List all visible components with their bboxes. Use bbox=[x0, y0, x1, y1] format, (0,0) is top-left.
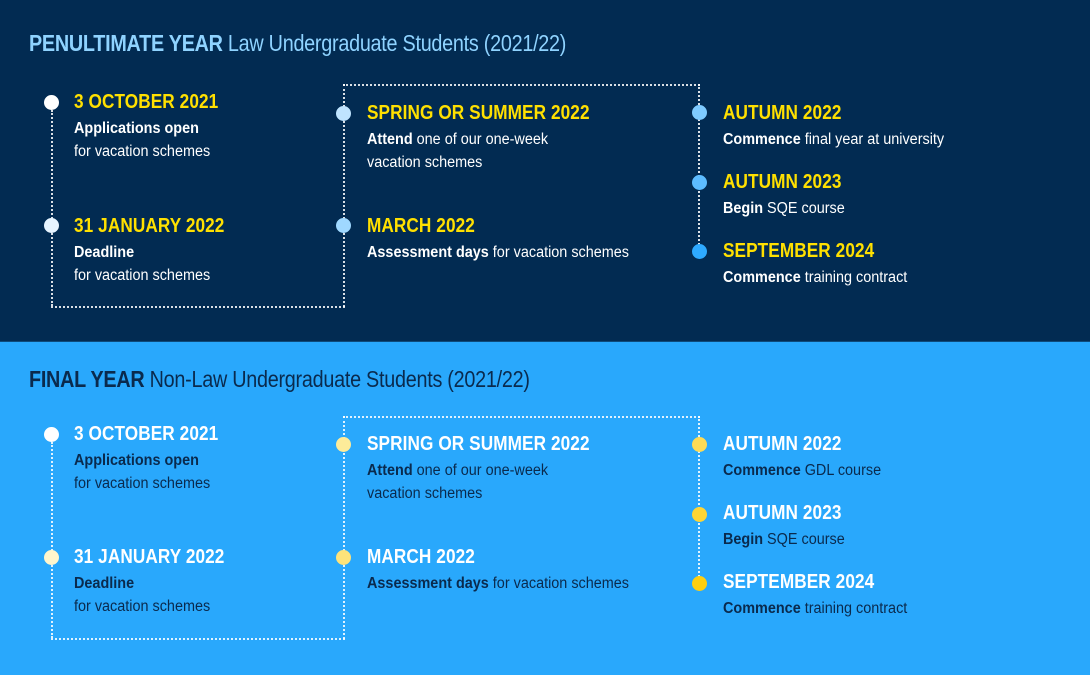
timeline-dot bbox=[336, 550, 351, 565]
event-description: Applications open for vacation schemes bbox=[74, 120, 211, 160]
event-description: Begin SQE course bbox=[723, 531, 845, 548]
timeline-event bbox=[367, 215, 649, 264]
timeline-event bbox=[367, 433, 626, 505]
event-description: Commence final year at university bbox=[723, 131, 945, 148]
timeline-dot bbox=[692, 175, 707, 190]
event-description: Commence GDL course bbox=[723, 462, 882, 479]
connector-line bbox=[51, 110, 53, 306]
timeline-event bbox=[723, 502, 861, 551]
connector-line bbox=[51, 442, 53, 638]
title-rest: Law Undergraduate Students (2021/22) bbox=[222, 30, 567, 56]
event-date: 3 OCTOBER 2021 bbox=[74, 91, 219, 113]
title-bold: FINAL YEAR bbox=[29, 366, 145, 392]
event-description: Deadline for vacation schemes bbox=[74, 575, 211, 615]
timeline-event bbox=[367, 102, 626, 174]
timeline-dot bbox=[44, 218, 59, 233]
event-date: SPRING OR SUMMER 2022 bbox=[367, 102, 590, 124]
timeline-event bbox=[723, 102, 961, 151]
event-description: Attend one of our one-week vacation schemes bbox=[367, 462, 549, 502]
event-description: Deadline for vacation schemes bbox=[74, 244, 211, 284]
event-date: 3 OCTOBER 2021 bbox=[74, 423, 219, 445]
timeline-event bbox=[723, 171, 861, 220]
event-description: Attend one of our one-week vacation schemes bbox=[367, 131, 549, 171]
timeline-dot bbox=[44, 550, 59, 565]
event-description: Applications open for vacation schemes bbox=[74, 452, 211, 492]
event-date: MARCH 2022 bbox=[367, 215, 475, 237]
section-title bbox=[29, 366, 530, 393]
timeline-dot bbox=[44, 95, 59, 110]
timeline-dot bbox=[336, 218, 351, 233]
title-rest: Non-Law Undergraduate Students (2021/22) bbox=[144, 366, 530, 392]
event-date: 31 JANUARY 2022 bbox=[74, 215, 225, 237]
timeline-dot bbox=[692, 105, 707, 120]
event-description: Commence training contract bbox=[723, 600, 908, 617]
timeline-event bbox=[723, 571, 921, 620]
timeline-dot bbox=[336, 106, 351, 121]
event-description: Assessment days for vacation schemes bbox=[367, 575, 630, 592]
title-bold: PENULTIMATE YEAR bbox=[29, 30, 223, 56]
section-title bbox=[29, 30, 566, 57]
timeline-event bbox=[723, 433, 893, 482]
connector-line bbox=[343, 416, 700, 418]
event-date: AUTUMN 2023 bbox=[723, 171, 842, 193]
event-description: Commence training contract bbox=[723, 269, 908, 286]
event-date: AUTUMN 2022 bbox=[723, 433, 842, 455]
timeline-event bbox=[74, 215, 249, 287]
timeline-dot bbox=[336, 437, 351, 452]
event-date: SEPTEMBER 2024 bbox=[723, 240, 875, 262]
timeline-event bbox=[74, 91, 242, 163]
final-year-section bbox=[0, 341, 1090, 675]
connector-line bbox=[51, 638, 345, 640]
timeline-dot bbox=[692, 244, 707, 259]
event-date: SEPTEMBER 2024 bbox=[723, 571, 875, 593]
timeline-dot bbox=[692, 576, 707, 591]
timeline-dot bbox=[692, 507, 707, 522]
timeline-event bbox=[74, 423, 242, 495]
event-date: AUTUMN 2023 bbox=[723, 502, 842, 524]
connector-line bbox=[343, 84, 700, 86]
timeline-event bbox=[74, 546, 249, 618]
event-date: AUTUMN 2022 bbox=[723, 102, 842, 124]
timeline-event bbox=[367, 546, 649, 595]
event-date: 31 JANUARY 2022 bbox=[74, 546, 225, 568]
event-description: Begin SQE course bbox=[723, 200, 845, 217]
timeline-dot bbox=[692, 437, 707, 452]
event-date: MARCH 2022 bbox=[367, 546, 475, 568]
event-description: Assessment days for vacation schemes bbox=[367, 244, 630, 261]
timeline-dot bbox=[44, 427, 59, 442]
connector-line bbox=[51, 306, 345, 308]
event-date: SPRING OR SUMMER 2022 bbox=[367, 433, 590, 455]
timeline-event bbox=[723, 240, 921, 289]
